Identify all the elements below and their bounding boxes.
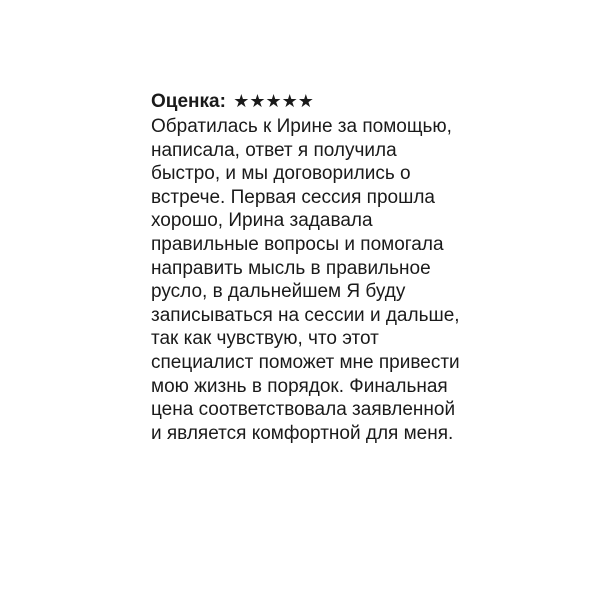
review-card (151, 88, 461, 445)
rating-line (151, 88, 461, 115)
rating-stars-icon: ★★★★★ (233, 91, 314, 111)
rating-label: Оценка: (151, 91, 226, 112)
review-text: Обратилась к Ирине за помощью, написала, ответ я получила быстро, и мы договорились о встрече. Первая сессия прошла хорошо, Ирина задавала правильные вопросы и помогала направить мысль в правильное русло, в дальнейшем Я буду записываться на сессии и дальше, так как чувствую, что этот специалист поможет мне привести мою жизнь в порядок. Финальная цена соответствовала заявленной и является комфортной для меня. (151, 116, 460, 444)
